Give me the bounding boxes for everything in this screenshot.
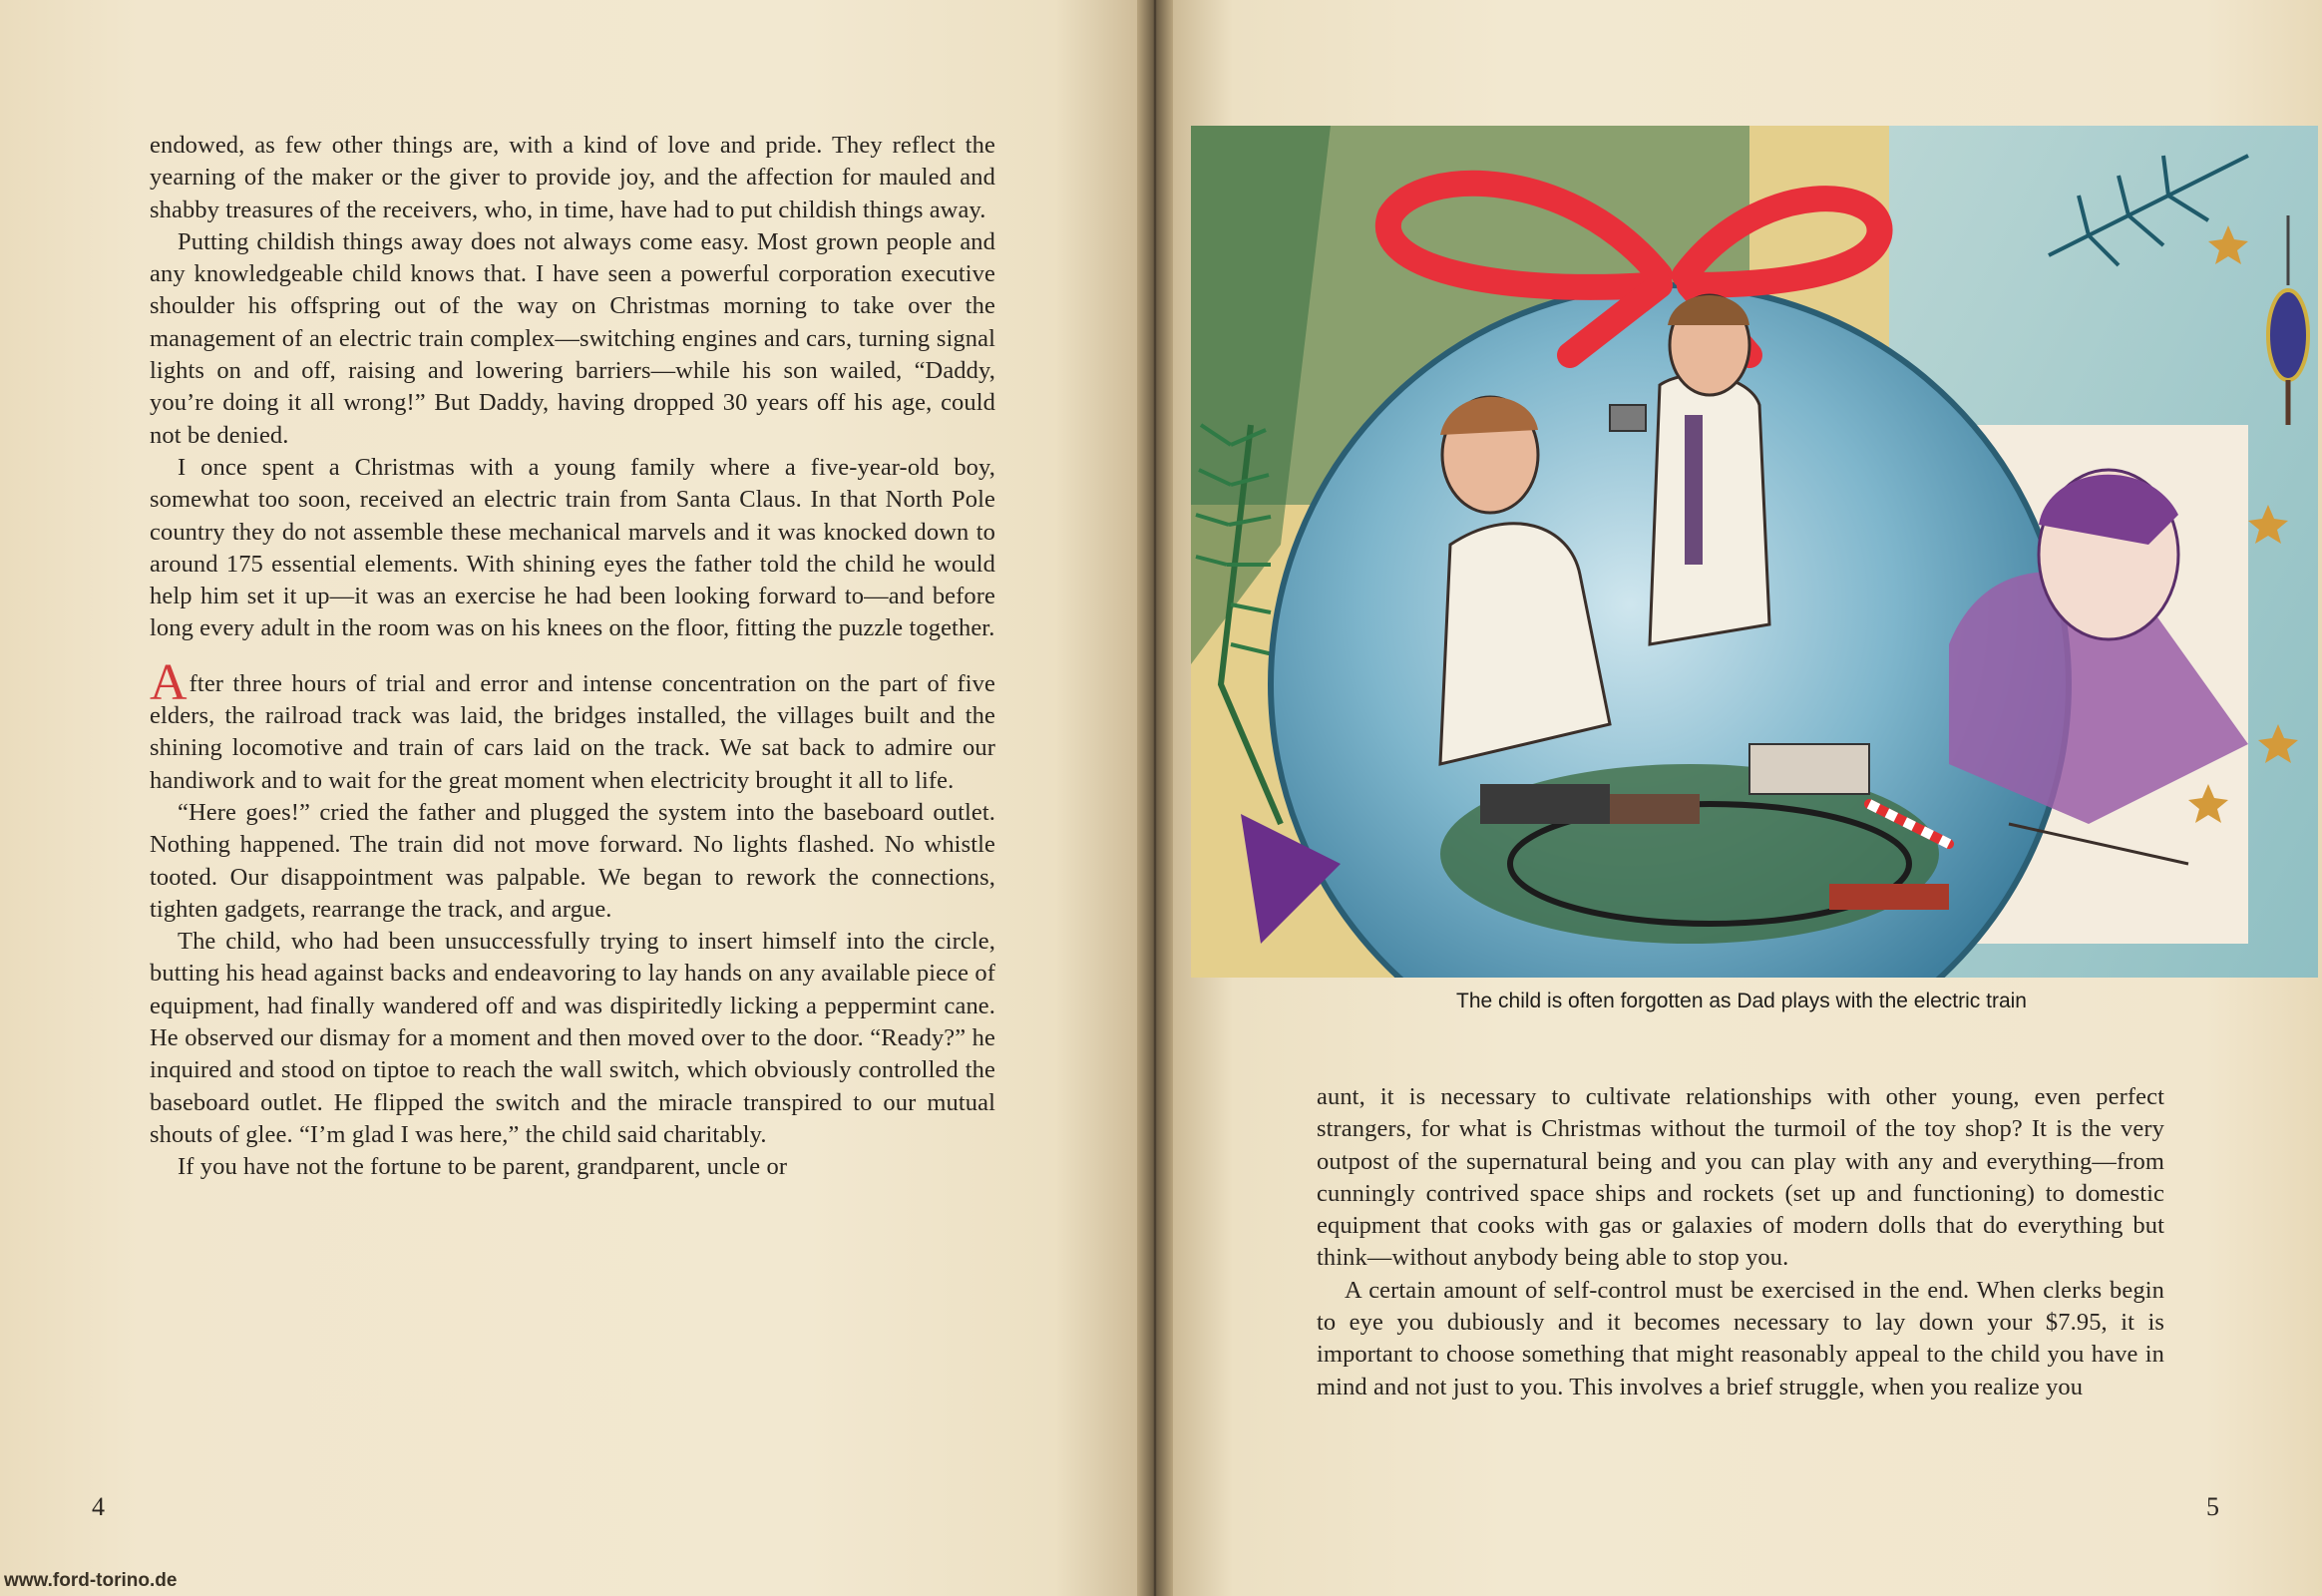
paragraph: aunt, it is necessary to cultivate relationships with other young, even perfect strangers, for what is Christmas without the turmoil of the toy shop? It is the very outpost of the supernatural being and you can play with any and everything—from cunningly contrived space ships and rockets (set up and functioning) to domestic equipment that cooks with gas or galaxies of modern dolls that do everything but think—without anybody being able to stop you. [1317,1083,2164,1272]
paragraph: The child, who had been unsuccessfully trying to insert himself into the circle, butting his head against backs and endeavoring to lay hands on any available piece of equipment, had finally wandered off and was dispiritedly licking a peppermint cane. He observed our dismay for a moment and then moved over to the door. “Ready?” he inquired and stood on tiptoe to reach the wall switch, which obviously controlled the baseboard outlet. He flipped the switch and the miracle transpired to our mutual shouts of glee. “I’m glad I was here,” the child said charitably. [150,928,995,1148]
paragraph: If you have not the fortune to be parent, grandparent, uncle or [178,1153,788,1181]
section-paragraph [150,653,995,797]
left-page-text [150,130,995,1184]
footer-url: www.ford-torino.de [4,1570,178,1591]
illustration-ornament-train [1191,126,2318,978]
illustration-caption: The child is often forgotten as Dad plays with the electric train [1456,990,2027,1012]
book-gutter [1137,0,1173,1596]
page-number-left: 4 [92,1492,105,1521]
drop-cap: A [150,653,188,711]
right-page-text [1317,1081,2164,1403]
paragraph: I once spent a Christmas with a young family where a five-year-old boy, somewhat too soon, received an electric train from Santa Claus. In that North Pole country they do not assemble these mechanical marvels and it was knocked down to around 175 essential elements. With shining eyes the father told the child he would help him set it up—it was an exercise he had been looking forward to—and before long every adult in the room was on his knees on the floor, fitting the puzzle together. [150,453,995,642]
paragraph: Putting childish things away does not always come easy. Most grown people and any knowledgeable child knows that. I have seen a powerful corporation executive shoulder his offspring out of the way on Christmas morning to take over the management of an electric train complex—switching engines and cars, turning signal lights on and off, raising and lowering barriers—while his son wailed, “Daddy, you’re doing it all wrong!” But Daddy, having dropped 30 years off his age, could not be denied. [150,227,995,449]
paragraph: A certain amount of self-control must be exercised in the end. When clerks begin to eye you dubiously and it becomes necessary to lay down your $7.95, it is important to choose something that might reasonably appeal to the child you have in mind and not just to you. This involves a brief struggle, when you realize you [1317,1276,2164,1400]
paragraph: endowed, as few other things are, with a kind of love and pride. They reflect the yearning of the maker or the giver to provide joy, and the affection for mauled and shabby treasures of the receivers, who, in time, have had to put childish things away. [150,132,995,223]
page-number-right: 5 [2206,1492,2219,1521]
section-paragraph-text: fter three hours of trial and error and intense concentration on the part of five elders, the railroad track was laid, the bridges installed, the villages built and the shining locomotive and train of cars laid on the track. We sat back to admire our handiwork and to wait for the great moment when electricity brought it all to life. [150,669,995,794]
paragraph: “Here goes!” cried the father and plugged the system into the baseboard outlet. Nothing happened. The train did not move forward. No lights flashed. No whistle tooted. Our disappointment was palpable. We began to rework the connections, tighten gadgets, rearrange the track, and argue. [150,798,995,923]
